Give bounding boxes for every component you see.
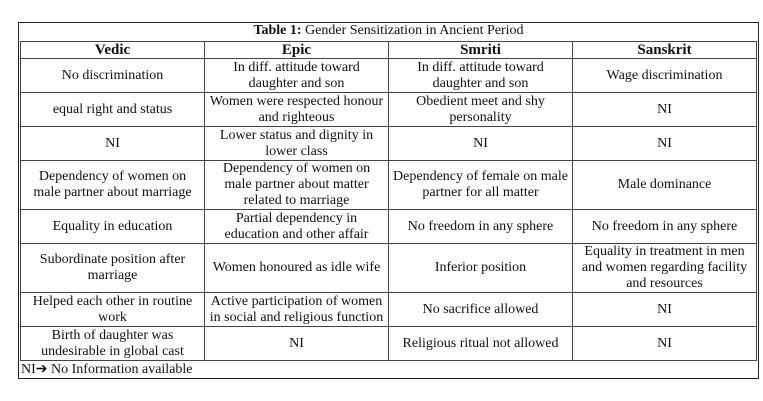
- table-cell: NI: [573, 327, 757, 361]
- table-row: [21, 93, 757, 127]
- table-cell: No discrimination: [21, 59, 205, 93]
- table-row: [21, 327, 757, 361]
- table-cell: NI: [573, 293, 757, 327]
- table-cell: Lower status and dignity in lower class: [205, 127, 389, 161]
- table-caption: [19, 23, 758, 39]
- table-row: [21, 210, 757, 244]
- table-cell: Birth of daughter was undesirable in global cast: [21, 327, 205, 361]
- table-cell: Helped each other in routine work: [21, 293, 205, 327]
- table-cell: equal right and status: [21, 93, 205, 127]
- table-cell: NI: [573, 127, 757, 161]
- table-cell: Equality in treatment in men and women regarding facility and resources: [573, 244, 757, 293]
- header-vedic: Vedic: [21, 42, 205, 59]
- table-cell: In diff. attitude toward daughter and son: [389, 59, 573, 93]
- table-row: [21, 161, 757, 210]
- table-cell: NI: [573, 93, 757, 127]
- table-cell: Women honoured as idle wife: [205, 244, 389, 293]
- header-epic: Epic: [205, 42, 389, 59]
- caption-label: Table 1:: [253, 23, 302, 38]
- table-cell: Women were respected honour and righteous: [205, 93, 389, 127]
- table-container: [18, 22, 759, 379]
- table-row: [21, 127, 757, 161]
- table-cell: Dependency of female on male partner for all matter: [389, 161, 573, 210]
- table-cell: Active participation of women in social and religious function: [205, 293, 389, 327]
- table-cell: Partial dependency in education and other affair: [205, 210, 389, 244]
- table-cell: No sacrifice allowed: [389, 293, 573, 327]
- table-cell: Dependency of women on male partner about marriage: [21, 161, 205, 210]
- table-cell: NI: [389, 127, 573, 161]
- table-cell: Dependency of women on male partner about matter related to marriage: [205, 161, 389, 210]
- table-cell: Subordinate position after marriage: [21, 244, 205, 293]
- table-cell: NI: [205, 327, 389, 361]
- footnote: NI➔ No Information available: [21, 362, 193, 377]
- table-cell: Wage discrimination: [573, 59, 757, 93]
- table-cell: Obedient meet and shy personality: [389, 93, 573, 127]
- table-row: [21, 59, 757, 93]
- gender-sensitization-table: [20, 41, 757, 361]
- table-row: [21, 244, 757, 293]
- table-cell: Equality in education: [21, 210, 205, 244]
- header-smriti: Smriti: [389, 42, 573, 59]
- header-sanskrit: Sanskrit: [573, 42, 757, 59]
- table-row: [21, 293, 757, 327]
- header-row: [21, 42, 757, 59]
- table-cell: In diff. attitude toward daughter and son: [205, 59, 389, 93]
- table-cell: No freedom in any sphere: [573, 210, 757, 244]
- table-cell: Inferior position: [389, 244, 573, 293]
- table-cell: Male dominance: [573, 161, 757, 210]
- table-cell: No freedom in any sphere: [389, 210, 573, 244]
- table-cell: Religious ritual not allowed: [389, 327, 573, 361]
- table-cell: NI: [21, 127, 205, 161]
- caption-text: Gender Sensitization in Ancient Period: [301, 23, 524, 38]
